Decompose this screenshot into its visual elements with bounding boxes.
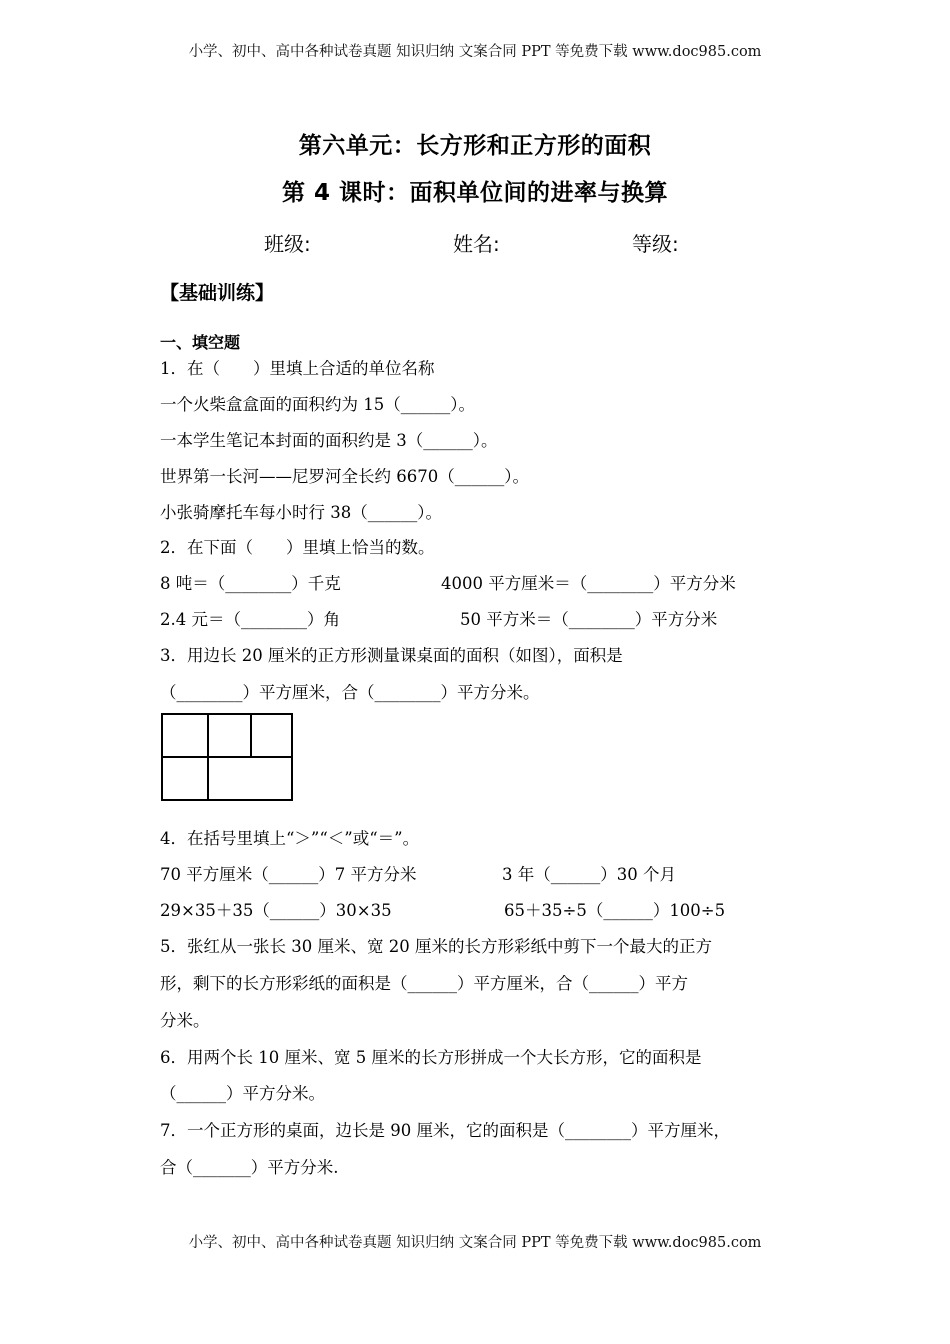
name-label: 姓名: <box>453 232 500 256</box>
question-5-continued: 形，剩下的长方形彩纸的面积是（______）平方厘米，合（______）平方 <box>160 974 688 993</box>
unit-title: 第六单元：长方形和正方形的面积 <box>298 133 652 159</box>
question-6-continued: （______）平方分米。 <box>160 1084 325 1103</box>
question-4-item: 29×35＋35（______）30×35 <box>160 901 392 920</box>
question-2-item: 50 平方米＝（________）平方分米 <box>460 610 718 629</box>
part-title: 一、填空题 <box>160 333 241 352</box>
question-2-item: 2.4 元＝（________）角 <box>160 610 340 629</box>
figure-divider <box>207 715 209 799</box>
question-4: 4．在括号里填上“＞”“＜”或“＝”。 <box>160 829 420 848</box>
question-2-item: 4000 平方厘米＝（________）平方分米 <box>441 574 736 593</box>
question-2-item: 8 吨＝（________）千克 <box>160 574 341 593</box>
question-1: 1．在（ ）里填上合适的单位名称 <box>160 359 435 378</box>
grade-label: 等级: <box>632 232 679 256</box>
desk-tiling-figure <box>161 713 293 801</box>
lesson-title: 第 4 课时：面积单位间的进率与换算 <box>281 180 669 206</box>
question-4-item: 65＋35÷5（______）100÷5 <box>504 901 726 920</box>
question-2: 2．在下面（ ）里填上恰当的数。 <box>160 538 435 557</box>
question-6: 6．用两个长 10 厘米、宽 5 厘米的长方形拼成一个大长方形，它的面积是 <box>160 1048 702 1067</box>
question-1-item: 一本学生笔记本封面的面积约是 3（______）。 <box>160 431 498 450</box>
question-1-item: 世界第一长河——尼罗河全长约 6670（______）。 <box>160 467 529 486</box>
question-5: 5．张红从一张长 30 厘米、宽 20 厘米的长方形彩纸中剪下一个最大的正方 <box>160 937 712 956</box>
question-7: 7．一个正方形的桌面，边长是 90 厘米，它的面积是（________）平方厘米， <box>160 1121 730 1140</box>
question-7-continued: 合（_______）平方分米. <box>160 1158 339 1177</box>
question-3: 3．用边长 20 厘米的正方形测量课桌面的面积（如图），面积是 <box>160 646 623 665</box>
section-title: 【基础训练】 <box>160 282 275 304</box>
figure-divider <box>250 715 252 757</box>
figure-middle-line <box>163 756 291 758</box>
question-5-continued: 分米。 <box>160 1011 210 1030</box>
question-1-item: 一个火柴盒盒面的面积约为 15（______）。 <box>160 395 475 414</box>
class-label: 班级: <box>264 232 311 256</box>
question-4-item: 3 年（______）30 个月 <box>502 865 676 884</box>
page-header: 小学、初中、高中各种试卷真题 知识归纳 文案合同 PPT 等免费下载 www.doc985.com <box>188 44 762 60</box>
question-4-item: 70 平方厘米（______）7 平方分米 <box>160 865 417 884</box>
question-3-continued: （________）平方厘米，合（________）平方分米。 <box>160 683 540 702</box>
page-footer: 小学、初中、高中各种试卷真题 知识归纳 文案合同 PPT 等免费下载 www.doc985.com <box>188 1235 762 1251</box>
question-1-item: 小张骑摩托车每小时行 38（______）。 <box>160 503 442 522</box>
